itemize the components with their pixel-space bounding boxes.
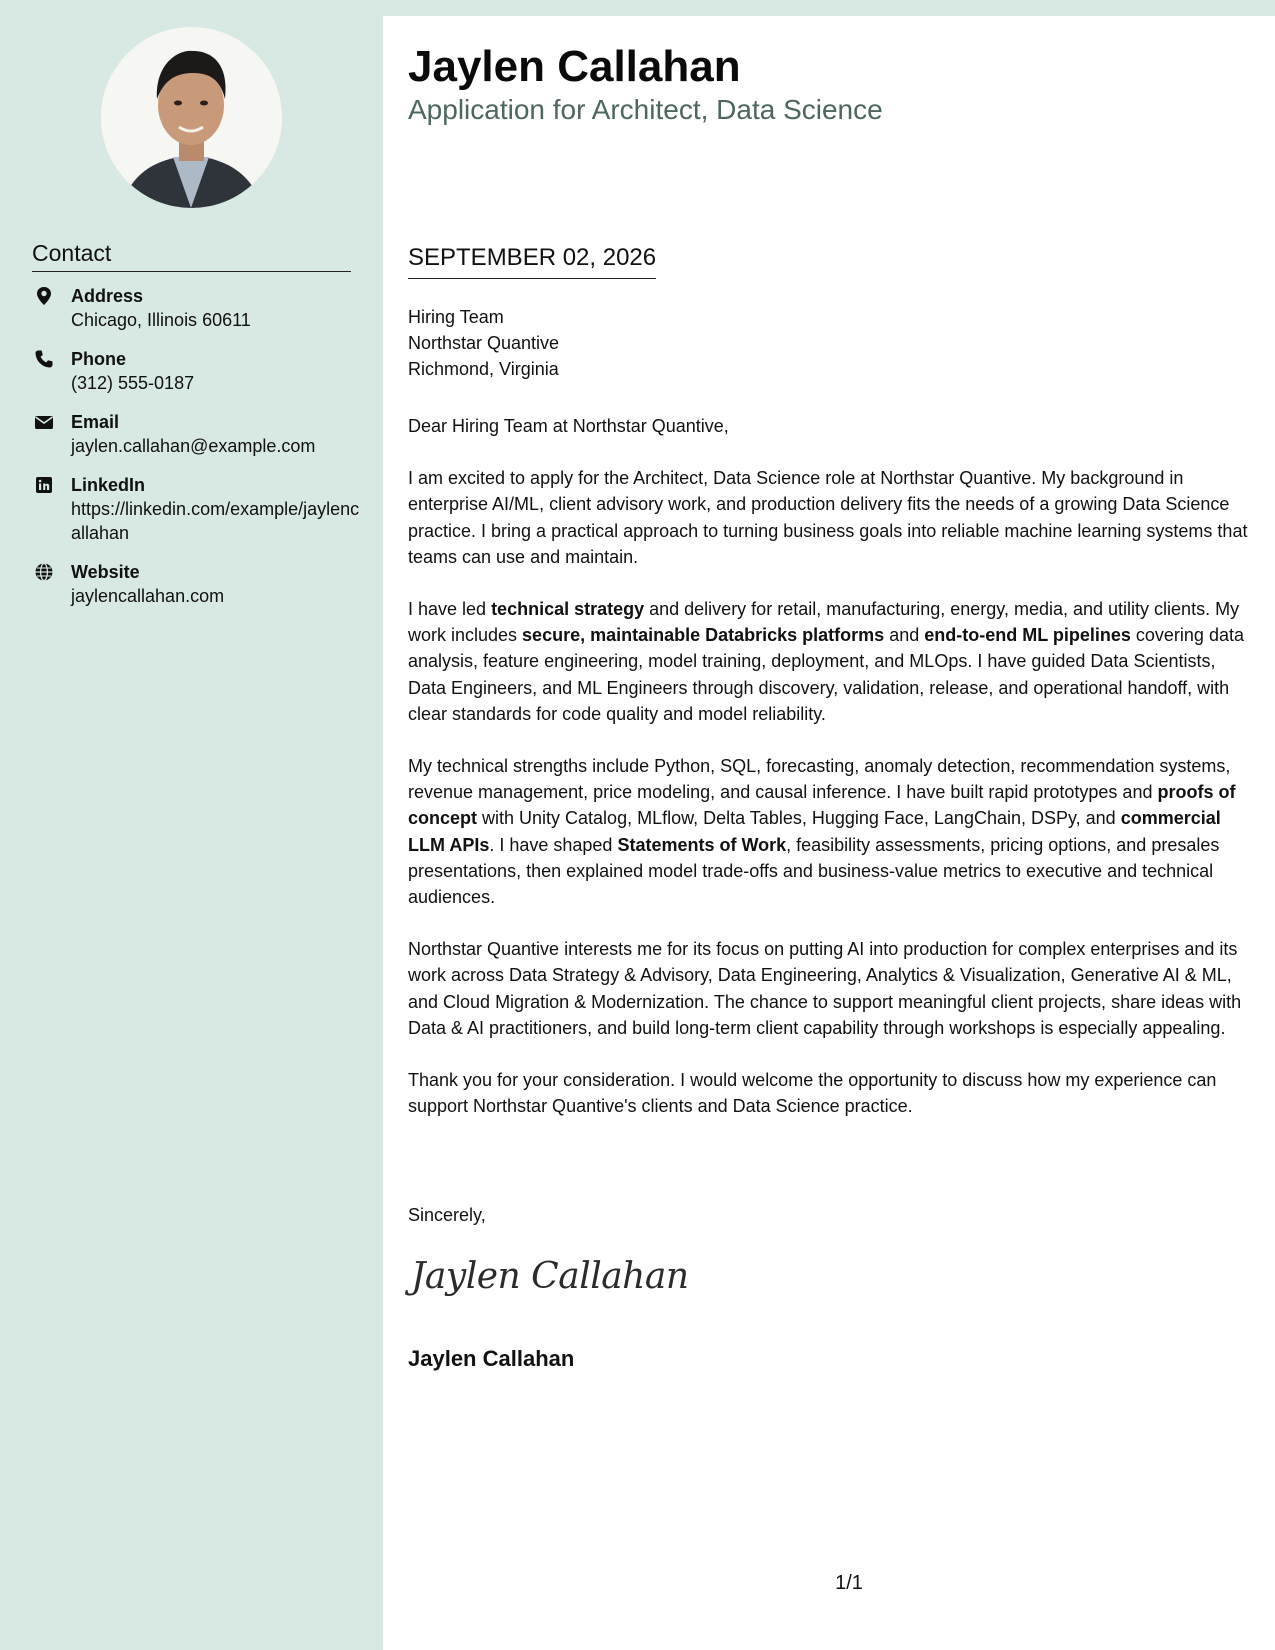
envelope-icon <box>34 412 54 432</box>
bold-phrase: Statements of Work <box>617 834 787 855</box>
signed-name: Jaylen Callahan <box>408 1346 575 1371</box>
applicant-name: Jaylen Callahan <box>408 42 741 91</box>
contact-label: Phone <box>71 349 127 369</box>
bold-phrase: secure, maintainable Databricks platforms <box>522 625 885 646</box>
bold-phrase: commercial LLM APIs <box>408 808 1221 855</box>
contact-email <box>32 410 362 458</box>
contact-label: LinkedIn <box>71 475 146 495</box>
contact-value: Chicago, Illinois 60611 <box>71 310 251 330</box>
recipient-line: Hiring Team <box>408 307 504 327</box>
globe-icon <box>34 562 54 582</box>
letter-date: SEPTEMBER 02, 2026 <box>408 244 656 279</box>
letter-main <box>383 16 1275 1650</box>
avatar <box>101 27 282 208</box>
bold-phrase: end-to-end ML pipelines <box>924 625 1131 646</box>
contact-value[interactable]: https://linkedin.com/example/jaylencallahan <box>71 499 360 543</box>
contact-phone <box>32 347 362 395</box>
portrait-photo <box>101 27 282 208</box>
greeting: Dear Hiring Team at Northstar Quantive, <box>408 416 729 436</box>
contact-website <box>32 560 362 608</box>
phone-icon <box>34 349 54 369</box>
contact-label: Address <box>71 286 144 306</box>
paragraph-1: I am excited to apply for the Architect, Data Science role at Northstar Quantive. My background in enterprise AI/ML, client advisory work, and production delivery fits the needs of a growing Data Science practice. I bring a practical approach to turning business goals into reliable machine learning systems that teams can use and maintain. <box>408 468 1248 567</box>
map-pin-icon <box>34 286 54 306</box>
recipient-block <box>408 304 559 382</box>
bold-phrase: technical strategy <box>491 599 645 620</box>
contact-list <box>32 284 362 623</box>
paragraph-5: Thank you for your consideration. I would welcome the opportunity to discuss how my experience can support Northstar Quantive's clients and Data Science practice. <box>408 1070 1217 1117</box>
signature: Jaylen Callahan <box>411 1256 689 1297</box>
contact-linkedin <box>32 473 362 545</box>
recipient-line: Richmond, Virginia <box>408 359 559 379</box>
closing: Sincerely, <box>408 1205 486 1225</box>
application-subtitle: Application for Architect, Data Science <box>408 94 883 125</box>
contact-address <box>32 284 362 332</box>
contact-heading: Contact <box>32 240 351 272</box>
contact-value: (312) 555-0187 <box>71 373 195 393</box>
contact-label: Email <box>71 412 120 432</box>
paragraph-2: I have led technical strategy and delivery for retail, manufacturing, energy, media, and utility clients. My work includes secure, maintainable Databricks platforms and end-to-end ML pipelines covering data analysis, feature engineering, model training, deployment, and MLOps. I have guided Data Scientists, Data Engineers, and ML Engineers through discovery, validation, release, and operational handoff, with clear standards for code quality and model reliability. <box>408 599 1244 724</box>
contact-value[interactable]: jaylen.callahan@example.com <box>71 436 316 456</box>
contact-value[interactable]: jaylencallahan.com <box>71 586 225 606</box>
linkedin-icon <box>34 475 54 495</box>
paragraph-4: Northstar Quantive interests me for its focus on putting AI into production for complex enterprises and its work across Data Strategy & Advisory, Data Engineering, Analytics & Visualization, Generative AI & ML, and Cloud Migration & Modernization. The chance to support meaningful client projects, share ideas with Data & AI practitioners, and build long-term client capability through workshops is especially appealing. <box>408 939 1242 1038</box>
recipient-line: Northstar Quantive <box>408 333 560 353</box>
sidebar <box>0 0 383 1650</box>
bold-phrase: proofs of concept <box>408 782 1236 829</box>
contact-label: Website <box>71 562 140 582</box>
paragraph-3: My technical strengths include Python, SQL, forecasting, anomaly detection, recommendation systems, revenue management, price modeling, and causal inference. I have built rapid prototypes and proofs of concept with Unity Catalog, MLflow, Delta Tables, Hugging Face, LangChain, DSPy, and commercial LLM APIs. I have shaped Statements of Work, feasibility assessments, pricing options, and presales presentations, then explained model trade-offs and business-value metrics to executive and technical audiences. <box>408 756 1236 908</box>
letter-body <box>408 413 1258 1145</box>
page-number: 1/1 <box>835 1572 863 1594</box>
